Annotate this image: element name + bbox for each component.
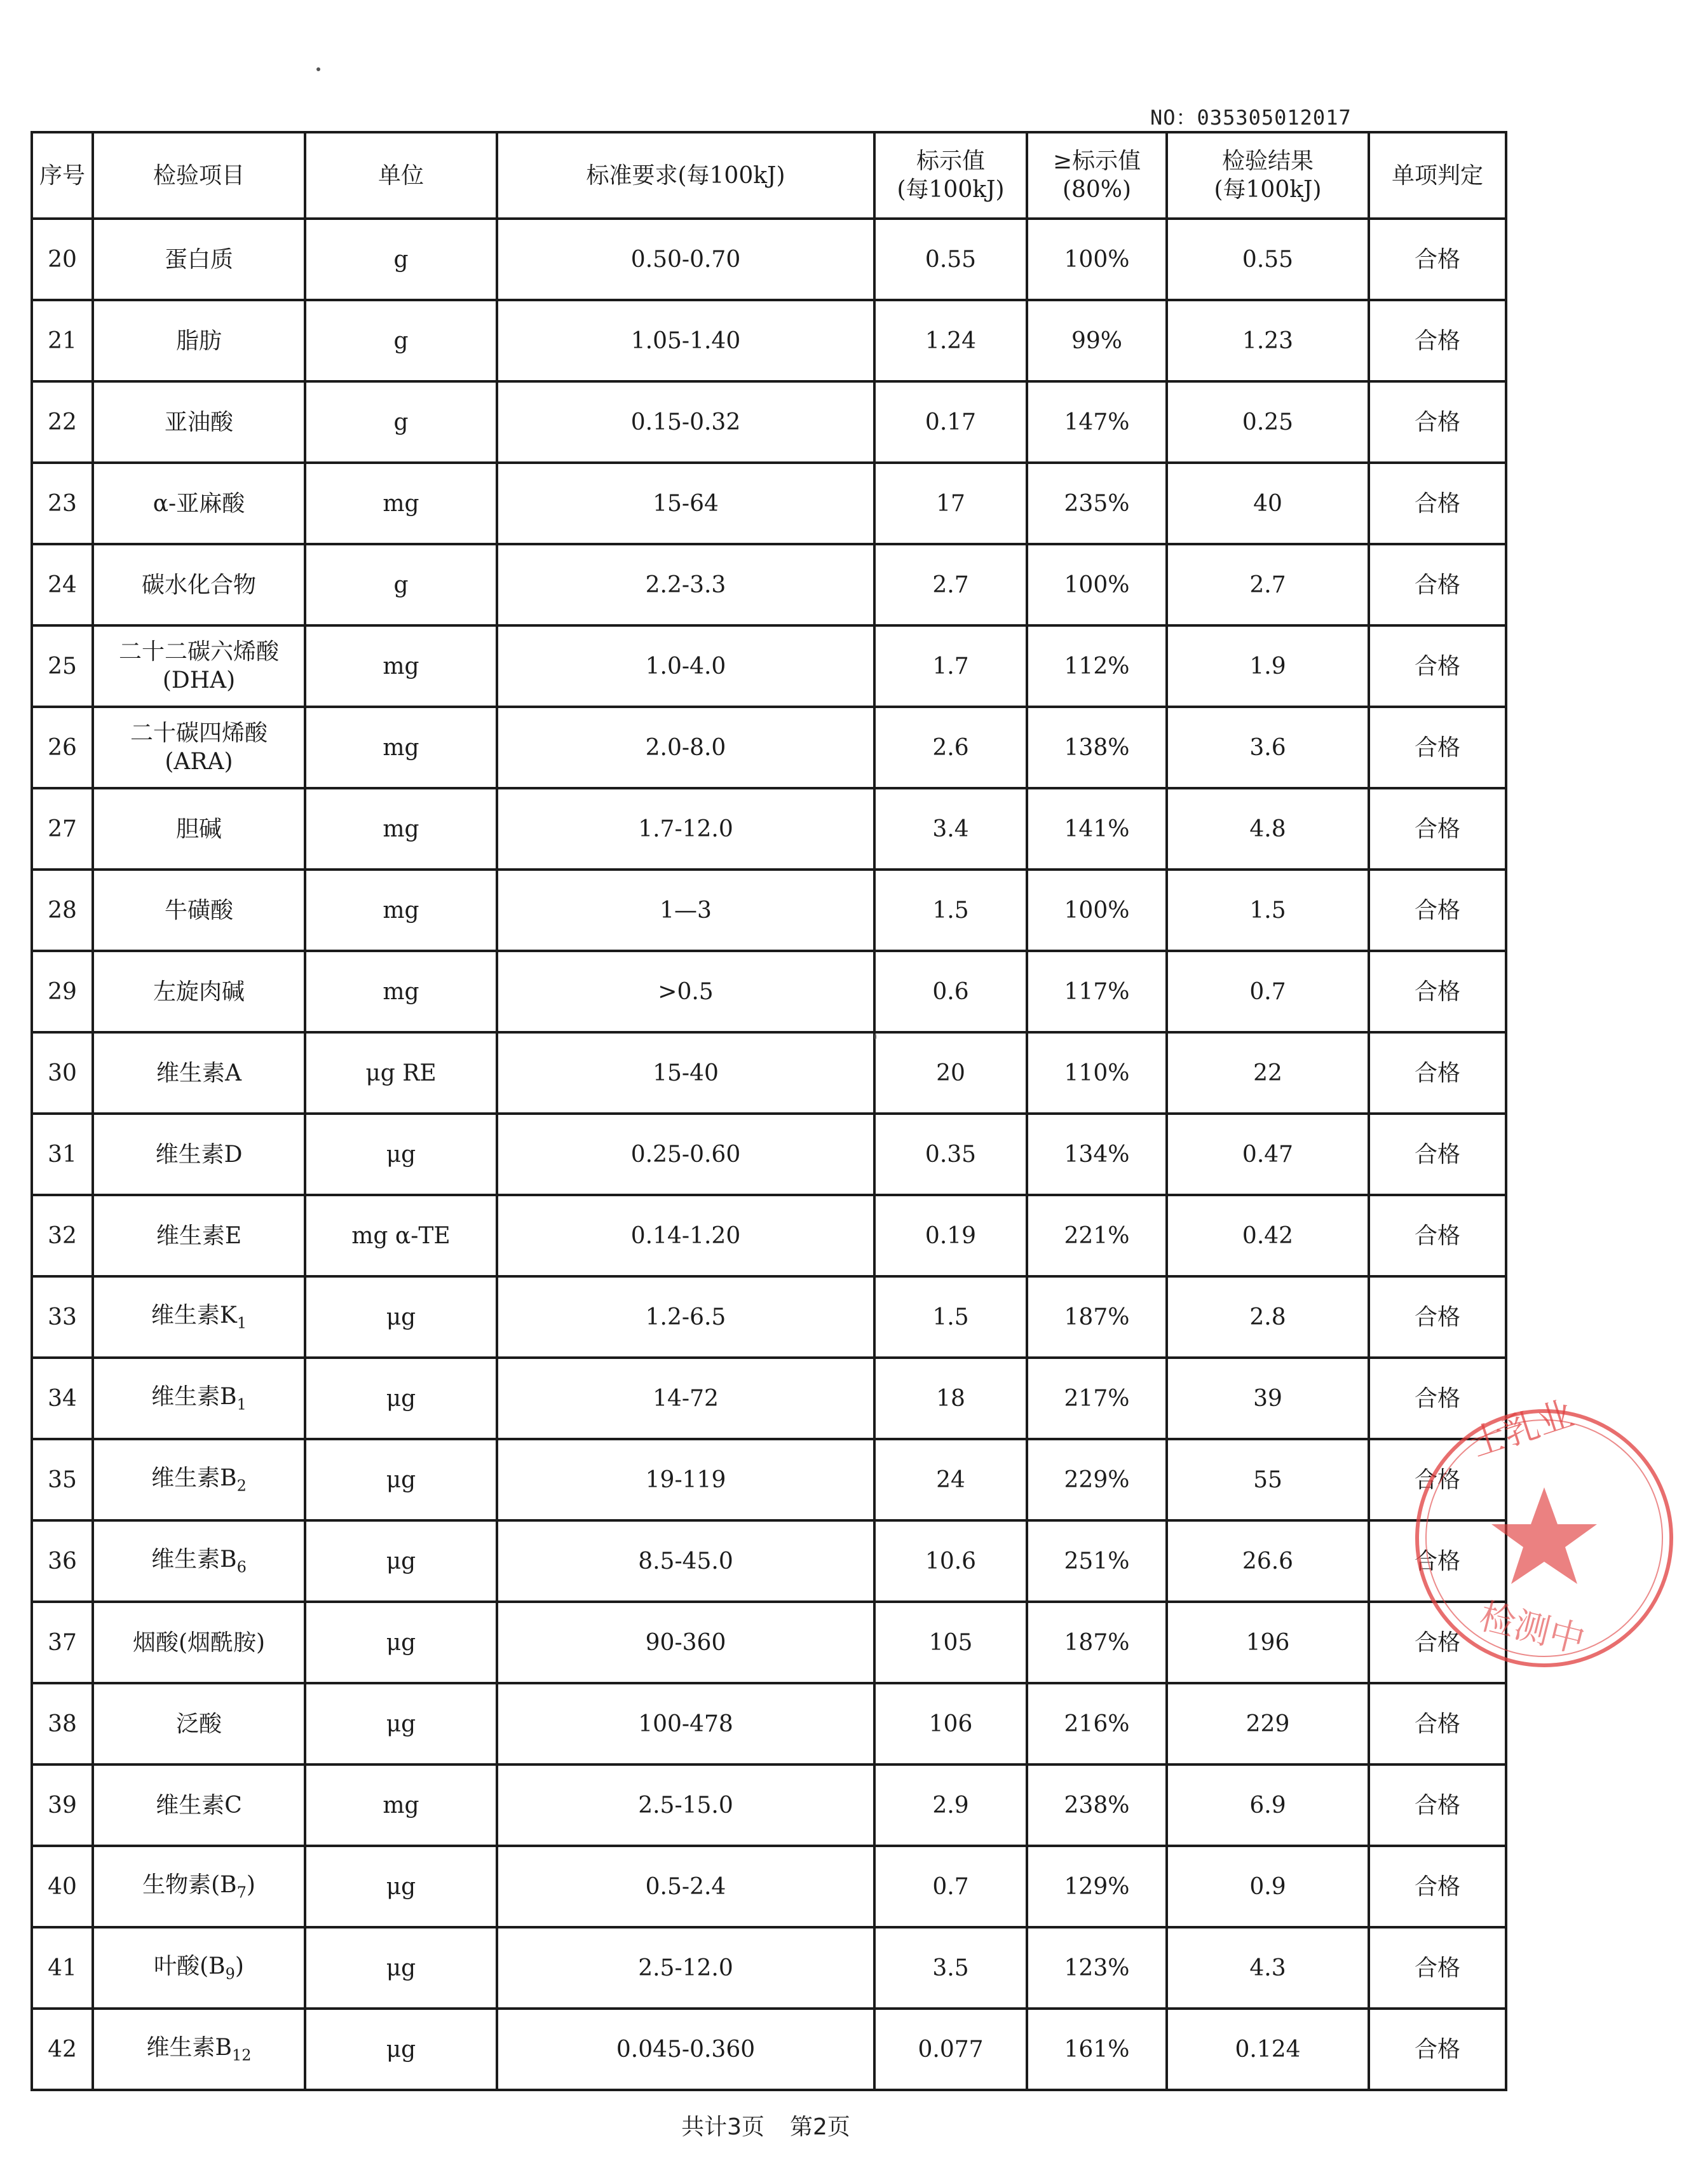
cell-standard: 15-64 <box>497 463 874 544</box>
cell-percent: 117% <box>1027 951 1167 1032</box>
item-text: 胆碱 <box>175 816 222 842</box>
cell-no: 37 <box>32 1602 93 1683</box>
cell-standard: >0.5 <box>497 951 874 1032</box>
table-row <box>32 707 1506 788</box>
cell-no: 35 <box>32 1439 93 1520</box>
cell-item <box>93 2009 305 2090</box>
item-text: 泛酸 <box>175 1710 222 1737</box>
cell-percent: 147% <box>1027 381 1167 463</box>
col-percent-header <box>1027 132 1167 219</box>
table-row <box>32 1358 1506 1439</box>
cell-item <box>93 707 305 788</box>
header-text: 标示值 <box>916 148 985 174</box>
col-item-header <box>93 132 305 219</box>
header-text: 检验项目 <box>153 162 245 189</box>
cell-item <box>93 463 305 544</box>
cell-label-value: 20 <box>874 1032 1027 1114</box>
cell-percent: 221% <box>1027 1195 1167 1276</box>
cell-no: 23 <box>32 463 93 544</box>
cell-judgement: 合格 <box>1369 1114 1506 1195</box>
header-text: 序号 <box>39 162 85 189</box>
cell-standard: 0.50-0.70 <box>497 219 874 300</box>
cell-judgement: 合格 <box>1369 219 1506 300</box>
cell-unit: μg <box>305 1276 497 1358</box>
cell-standard: 2.5-12.0 <box>497 1927 874 2009</box>
cell-result: 0.7 <box>1167 951 1369 1032</box>
table-row <box>32 1520 1506 1602</box>
header-text: (每100kJ) <box>1214 177 1322 203</box>
cell-percent: 251% <box>1027 1520 1167 1602</box>
table-row <box>32 1602 1506 1683</box>
cell-no: 24 <box>32 544 93 625</box>
cell-label-value: 3.5 <box>874 1927 1027 2009</box>
cell-percent: 217% <box>1027 1358 1167 1439</box>
cell-judgement: 合格 <box>1369 2009 1506 2090</box>
item-subscript: 1 <box>236 1314 247 1332</box>
cell-no: 27 <box>32 788 93 870</box>
cell-result: 2.7 <box>1167 544 1369 625</box>
table-row <box>32 1683 1506 1764</box>
table-row <box>32 1927 1506 2009</box>
cell-result: 0.124 <box>1167 2009 1369 2090</box>
cell-item <box>93 1846 305 1927</box>
scan-speck <box>316 67 320 71</box>
cell-label-value: 1.24 <box>874 300 1027 381</box>
cell-no: 41 <box>32 1927 93 2009</box>
header-text: 检验结果 <box>1221 148 1314 174</box>
table-body <box>32 219 1506 2090</box>
cell-standard: 2.0-8.0 <box>497 707 874 788</box>
cell-standard: 1.2-6.5 <box>497 1276 874 1358</box>
cell-no: 21 <box>32 300 93 381</box>
cell-standard: 0.045-0.360 <box>497 2009 874 2090</box>
cell-percent: 99% <box>1027 300 1167 381</box>
cell-result: 1.9 <box>1167 625 1369 707</box>
current-page: 第2页 <box>790 2114 850 2140</box>
cell-standard: 2.5-15.0 <box>497 1764 874 1846</box>
cell-no: 28 <box>32 870 93 951</box>
cell-judgement: 合格 <box>1369 463 1506 544</box>
item-text: 二十二碳六烯酸 <box>118 639 279 665</box>
cell-unit: mg <box>305 707 497 788</box>
cell-no: 40 <box>32 1846 93 1927</box>
cell-no: 25 <box>32 625 93 707</box>
cell-unit: μg RE <box>305 1032 497 1114</box>
page-footer <box>0 2109 1531 2141</box>
cell-no: 38 <box>32 1683 93 1764</box>
item-text: ) <box>234 1953 244 1980</box>
cell-judgement: 合格 <box>1369 1358 1506 1439</box>
cell-percent: 138% <box>1027 707 1167 788</box>
cell-result: 55 <box>1167 1439 1369 1520</box>
col-result-header <box>1167 132 1369 219</box>
cell-standard: 0.15-0.32 <box>497 381 874 463</box>
col-judge-header <box>1369 132 1506 219</box>
header-text: ≥标示值 <box>1052 148 1141 174</box>
col-label-header <box>874 132 1027 219</box>
item-text: 生物素(B <box>142 1872 237 1899</box>
cell-percent: 110% <box>1027 1032 1167 1114</box>
table-row <box>32 219 1506 300</box>
cell-judgement: 合格 <box>1369 625 1506 707</box>
cell-percent: 141% <box>1027 788 1167 870</box>
cell-percent: 235% <box>1027 463 1167 544</box>
cell-label-value: 2.9 <box>874 1764 1027 1846</box>
cell-standard: 0.5-2.4 <box>497 1846 874 1927</box>
cell-unit: μg <box>305 1846 497 1927</box>
cell-no: 26 <box>32 707 93 788</box>
cell-item <box>93 625 305 707</box>
item-text: 亚油酸 <box>164 409 233 435</box>
table-row <box>32 1114 1506 1195</box>
cell-percent: 187% <box>1027 1602 1167 1683</box>
cell-item <box>93 951 305 1032</box>
cell-item <box>93 1439 305 1520</box>
cell-judgement: 合格 <box>1369 1764 1506 1846</box>
item-subscript: 7 <box>236 1883 247 1902</box>
cell-label-value: 0.6 <box>874 951 1027 1032</box>
cell-standard: 14-72 <box>497 1358 874 1439</box>
cell-label-value: 0.077 <box>874 2009 1027 2090</box>
item-text: 左旋肉碱 <box>153 978 245 1005</box>
item-text: ) <box>246 1872 255 1899</box>
cell-judgement: 合格 <box>1369 1520 1506 1602</box>
cell-unit: μg <box>305 1602 497 1683</box>
cell-no: 33 <box>32 1276 93 1358</box>
table-row <box>32 625 1506 707</box>
cell-unit: g <box>305 381 497 463</box>
cell-label-value: 2.6 <box>874 707 1027 788</box>
table-row <box>32 951 1506 1032</box>
cell-judgement: 合格 <box>1369 1846 1506 1927</box>
cell-no: 36 <box>32 1520 93 1602</box>
cell-standard: 2.2-3.3 <box>497 544 874 625</box>
cell-label-value: 0.55 <box>874 219 1027 300</box>
table-row <box>32 870 1506 951</box>
seal-text-top: 士乳业 <box>1464 1393 1579 1466</box>
item-text: 叶酸(B <box>154 1953 226 1980</box>
cell-result: 26.6 <box>1167 1520 1369 1602</box>
header-text: (每100kJ) <box>897 177 1005 203</box>
item-text: α-亚麻酸 <box>153 490 245 517</box>
cell-item <box>93 1276 305 1358</box>
header-text: 标准要求(每100kJ) <box>586 162 785 189</box>
header-text: (80%) <box>1062 177 1132 203</box>
cell-standard: 100-478 <box>497 1683 874 1764</box>
cell-item <box>93 300 305 381</box>
item-text: 维生素E <box>156 1222 242 1249</box>
cell-no: 20 <box>32 219 93 300</box>
cell-judgement: 合格 <box>1369 951 1506 1032</box>
table-row <box>32 1439 1506 1520</box>
cell-item <box>93 1927 305 2009</box>
item-text: (DHA) <box>162 667 236 693</box>
cell-percent: 100% <box>1027 544 1167 625</box>
item-text: 维生素C <box>156 1792 242 1819</box>
cell-result: 2.8 <box>1167 1276 1369 1358</box>
cell-result: 1.5 <box>1167 870 1369 951</box>
table-row <box>32 381 1506 463</box>
cell-result: 0.47 <box>1167 1114 1369 1195</box>
item-subscript: 9 <box>225 1965 235 1983</box>
col-unit-header <box>305 132 497 219</box>
cell-result: 4.8 <box>1167 788 1369 870</box>
table-row <box>32 1195 1506 1276</box>
item-text: (ARA) <box>165 749 233 775</box>
cell-judgement: 合格 <box>1369 707 1506 788</box>
results-table <box>31 131 1507 2091</box>
header-text: 单项判定 <box>1391 162 1483 189</box>
cell-percent: 229% <box>1027 1439 1167 1520</box>
item-text: 维生素K <box>151 1302 237 1329</box>
cell-item <box>93 219 305 300</box>
item-text: 脂肪 <box>175 327 222 354</box>
cell-no: 32 <box>32 1195 93 1276</box>
table-row <box>32 2009 1506 2090</box>
cell-result: 0.42 <box>1167 1195 1369 1276</box>
cell-no: 30 <box>32 1032 93 1114</box>
cell-label-value: 1.5 <box>874 870 1027 951</box>
item-subscript: 2 <box>236 1477 247 1495</box>
cell-result: 6.9 <box>1167 1764 1369 1846</box>
cell-item <box>93 1764 305 1846</box>
total-pages: 共计3页 <box>681 2114 764 2140</box>
cell-no: 29 <box>32 951 93 1032</box>
item-text: 烟酸(烟酰胺) <box>132 1629 266 1656</box>
cell-judgement: 合格 <box>1369 381 1506 463</box>
cell-label-value: 17 <box>874 463 1027 544</box>
cell-percent: 129% <box>1027 1846 1167 1927</box>
cell-judgement: 合格 <box>1369 544 1506 625</box>
cell-label-value: 105 <box>874 1602 1027 1683</box>
cell-unit: g <box>305 544 497 625</box>
scan-speck <box>874 1034 876 1040</box>
cell-result: 39 <box>1167 1358 1369 1439</box>
cell-result: 0.9 <box>1167 1846 1369 1927</box>
cell-result: 1.23 <box>1167 300 1369 381</box>
cell-unit: mg <box>305 1764 497 1846</box>
cell-standard: 1.05-1.40 <box>497 300 874 381</box>
cell-standard: 0.14-1.20 <box>497 1195 874 1276</box>
cell-judgement: 合格 <box>1369 1927 1506 2009</box>
cell-judgement: 合格 <box>1369 300 1506 381</box>
cell-label-value: 24 <box>874 1439 1027 1520</box>
cell-percent: 123% <box>1027 1927 1167 2009</box>
cell-label-value: 106 <box>874 1683 1027 1764</box>
cell-result: 0.55 <box>1167 219 1369 300</box>
item-text: 维生素B <box>151 1465 237 1492</box>
seal-text-bottom: 检测中 <box>1475 1595 1589 1662</box>
cell-item <box>93 788 305 870</box>
item-text: 维生素A <box>156 1060 241 1086</box>
cell-result: 40 <box>1167 463 1369 544</box>
cell-item <box>93 544 305 625</box>
cell-no: 34 <box>32 1358 93 1439</box>
cell-no: 42 <box>32 2009 93 2090</box>
cell-standard: 19-119 <box>497 1439 874 1520</box>
cell-result: 196 <box>1167 1602 1369 1683</box>
cell-judgement: 合格 <box>1369 1276 1506 1358</box>
cell-unit: mg α-TE <box>305 1195 497 1276</box>
item-text: 碳水化合物 <box>141 571 256 598</box>
cell-unit: g <box>305 300 497 381</box>
cell-item <box>93 1358 305 1439</box>
cell-percent: 100% <box>1027 870 1167 951</box>
cell-label-value: 0.17 <box>874 381 1027 463</box>
item-text: 维生素B <box>151 1384 237 1410</box>
cell-item <box>93 1114 305 1195</box>
cell-unit: μg <box>305 1927 497 2009</box>
cell-item <box>93 1032 305 1114</box>
cell-result: 22 <box>1167 1032 1369 1114</box>
item-text: 维生素D <box>155 1141 243 1168</box>
results-page <box>31 131 1505 2065</box>
cell-percent: 134% <box>1027 1114 1167 1195</box>
cell-no: 22 <box>32 381 93 463</box>
cell-judgement: 合格 <box>1369 788 1506 870</box>
cell-no: 31 <box>32 1114 93 1195</box>
cell-no: 39 <box>32 1764 93 1846</box>
cell-item <box>93 1683 305 1764</box>
cell-item <box>93 1195 305 1276</box>
cell-label-value: 0.19 <box>874 1195 1027 1276</box>
table-row <box>32 300 1506 381</box>
item-text: 蛋白质 <box>164 246 233 273</box>
cell-unit: μg <box>305 2009 497 2090</box>
cell-judgement: 合格 <box>1369 1602 1506 1683</box>
table-row <box>32 1276 1506 1358</box>
cell-label-value: 3.4 <box>874 788 1027 870</box>
table-row <box>32 1764 1506 1846</box>
cell-unit: μg <box>305 1358 497 1439</box>
cell-unit: μg <box>305 1683 497 1764</box>
cell-label-value: 0.35 <box>874 1114 1027 1195</box>
cell-label-value: 0.7 <box>874 1846 1027 1927</box>
cell-label-value: 18 <box>874 1358 1027 1439</box>
cell-standard: 90-360 <box>497 1602 874 1683</box>
cell-result: 0.25 <box>1167 381 1369 463</box>
cell-unit: mg <box>305 951 497 1032</box>
item-text: 二十碳四烯酸 <box>130 720 268 746</box>
cell-percent: 216% <box>1027 1683 1167 1764</box>
cell-judgement: 合格 <box>1369 1683 1506 1764</box>
cell-judgement: 合格 <box>1369 1195 1506 1276</box>
cell-label-value: 10.6 <box>874 1520 1027 1602</box>
cell-judgement: 合格 <box>1369 870 1506 951</box>
cell-unit: g <box>305 219 497 300</box>
cell-standard: 8.5-45.0 <box>497 1520 874 1602</box>
cell-label-value: 2.7 <box>874 544 1027 625</box>
item-text: 牛磺酸 <box>164 897 233 924</box>
item-subscript: 12 <box>231 2046 252 2065</box>
header-row <box>32 132 1506 219</box>
cell-unit: mg <box>305 788 497 870</box>
table-row <box>32 788 1506 870</box>
cell-label-value: 1.5 <box>874 1276 1027 1358</box>
cell-item <box>93 1520 305 1602</box>
cell-label-value: 1.7 <box>874 625 1027 707</box>
table-row <box>32 463 1506 544</box>
cell-item <box>93 381 305 463</box>
cell-result: 4.3 <box>1167 1927 1369 2009</box>
item-text: 维生素B <box>151 1546 237 1573</box>
cell-unit: mg <box>305 625 497 707</box>
item-text: 维生素B <box>146 2035 232 2061</box>
header-text: 单位 <box>377 162 424 189</box>
cell-item <box>93 870 305 951</box>
cell-result: 229 <box>1167 1683 1369 1764</box>
cell-percent: 112% <box>1027 625 1167 707</box>
cell-standard: 15-40 <box>497 1032 874 1114</box>
cell-unit: μg <box>305 1114 497 1195</box>
cell-percent: 161% <box>1027 2009 1167 2090</box>
cell-judgement: 合格 <box>1369 1032 1506 1114</box>
cell-unit: mg <box>305 463 497 544</box>
item-subscript: 1 <box>236 1395 247 1414</box>
cell-standard: 1—3 <box>497 870 874 951</box>
cell-unit: μg <box>305 1439 497 1520</box>
cell-item <box>93 1602 305 1683</box>
cell-unit: μg <box>305 1520 497 1602</box>
report-number: NO：035305012017 <box>1150 106 1352 130</box>
col-no-header <box>32 132 93 219</box>
cell-percent: 100% <box>1027 219 1167 300</box>
cell-standard: 1.7-12.0 <box>497 788 874 870</box>
cell-percent: 187% <box>1027 1276 1167 1358</box>
cell-unit: mg <box>305 870 497 951</box>
table-row <box>32 1846 1506 1927</box>
cell-standard: 1.0-4.0 <box>497 625 874 707</box>
cell-judgement: 合格 <box>1369 1439 1506 1520</box>
col-standard-header <box>497 132 874 219</box>
cell-percent: 238% <box>1027 1764 1167 1846</box>
table-row <box>32 1032 1506 1114</box>
table-row <box>32 544 1506 625</box>
item-subscript: 6 <box>236 1558 247 1576</box>
cell-standard: 0.25-0.60 <box>497 1114 874 1195</box>
cell-result: 3.6 <box>1167 707 1369 788</box>
